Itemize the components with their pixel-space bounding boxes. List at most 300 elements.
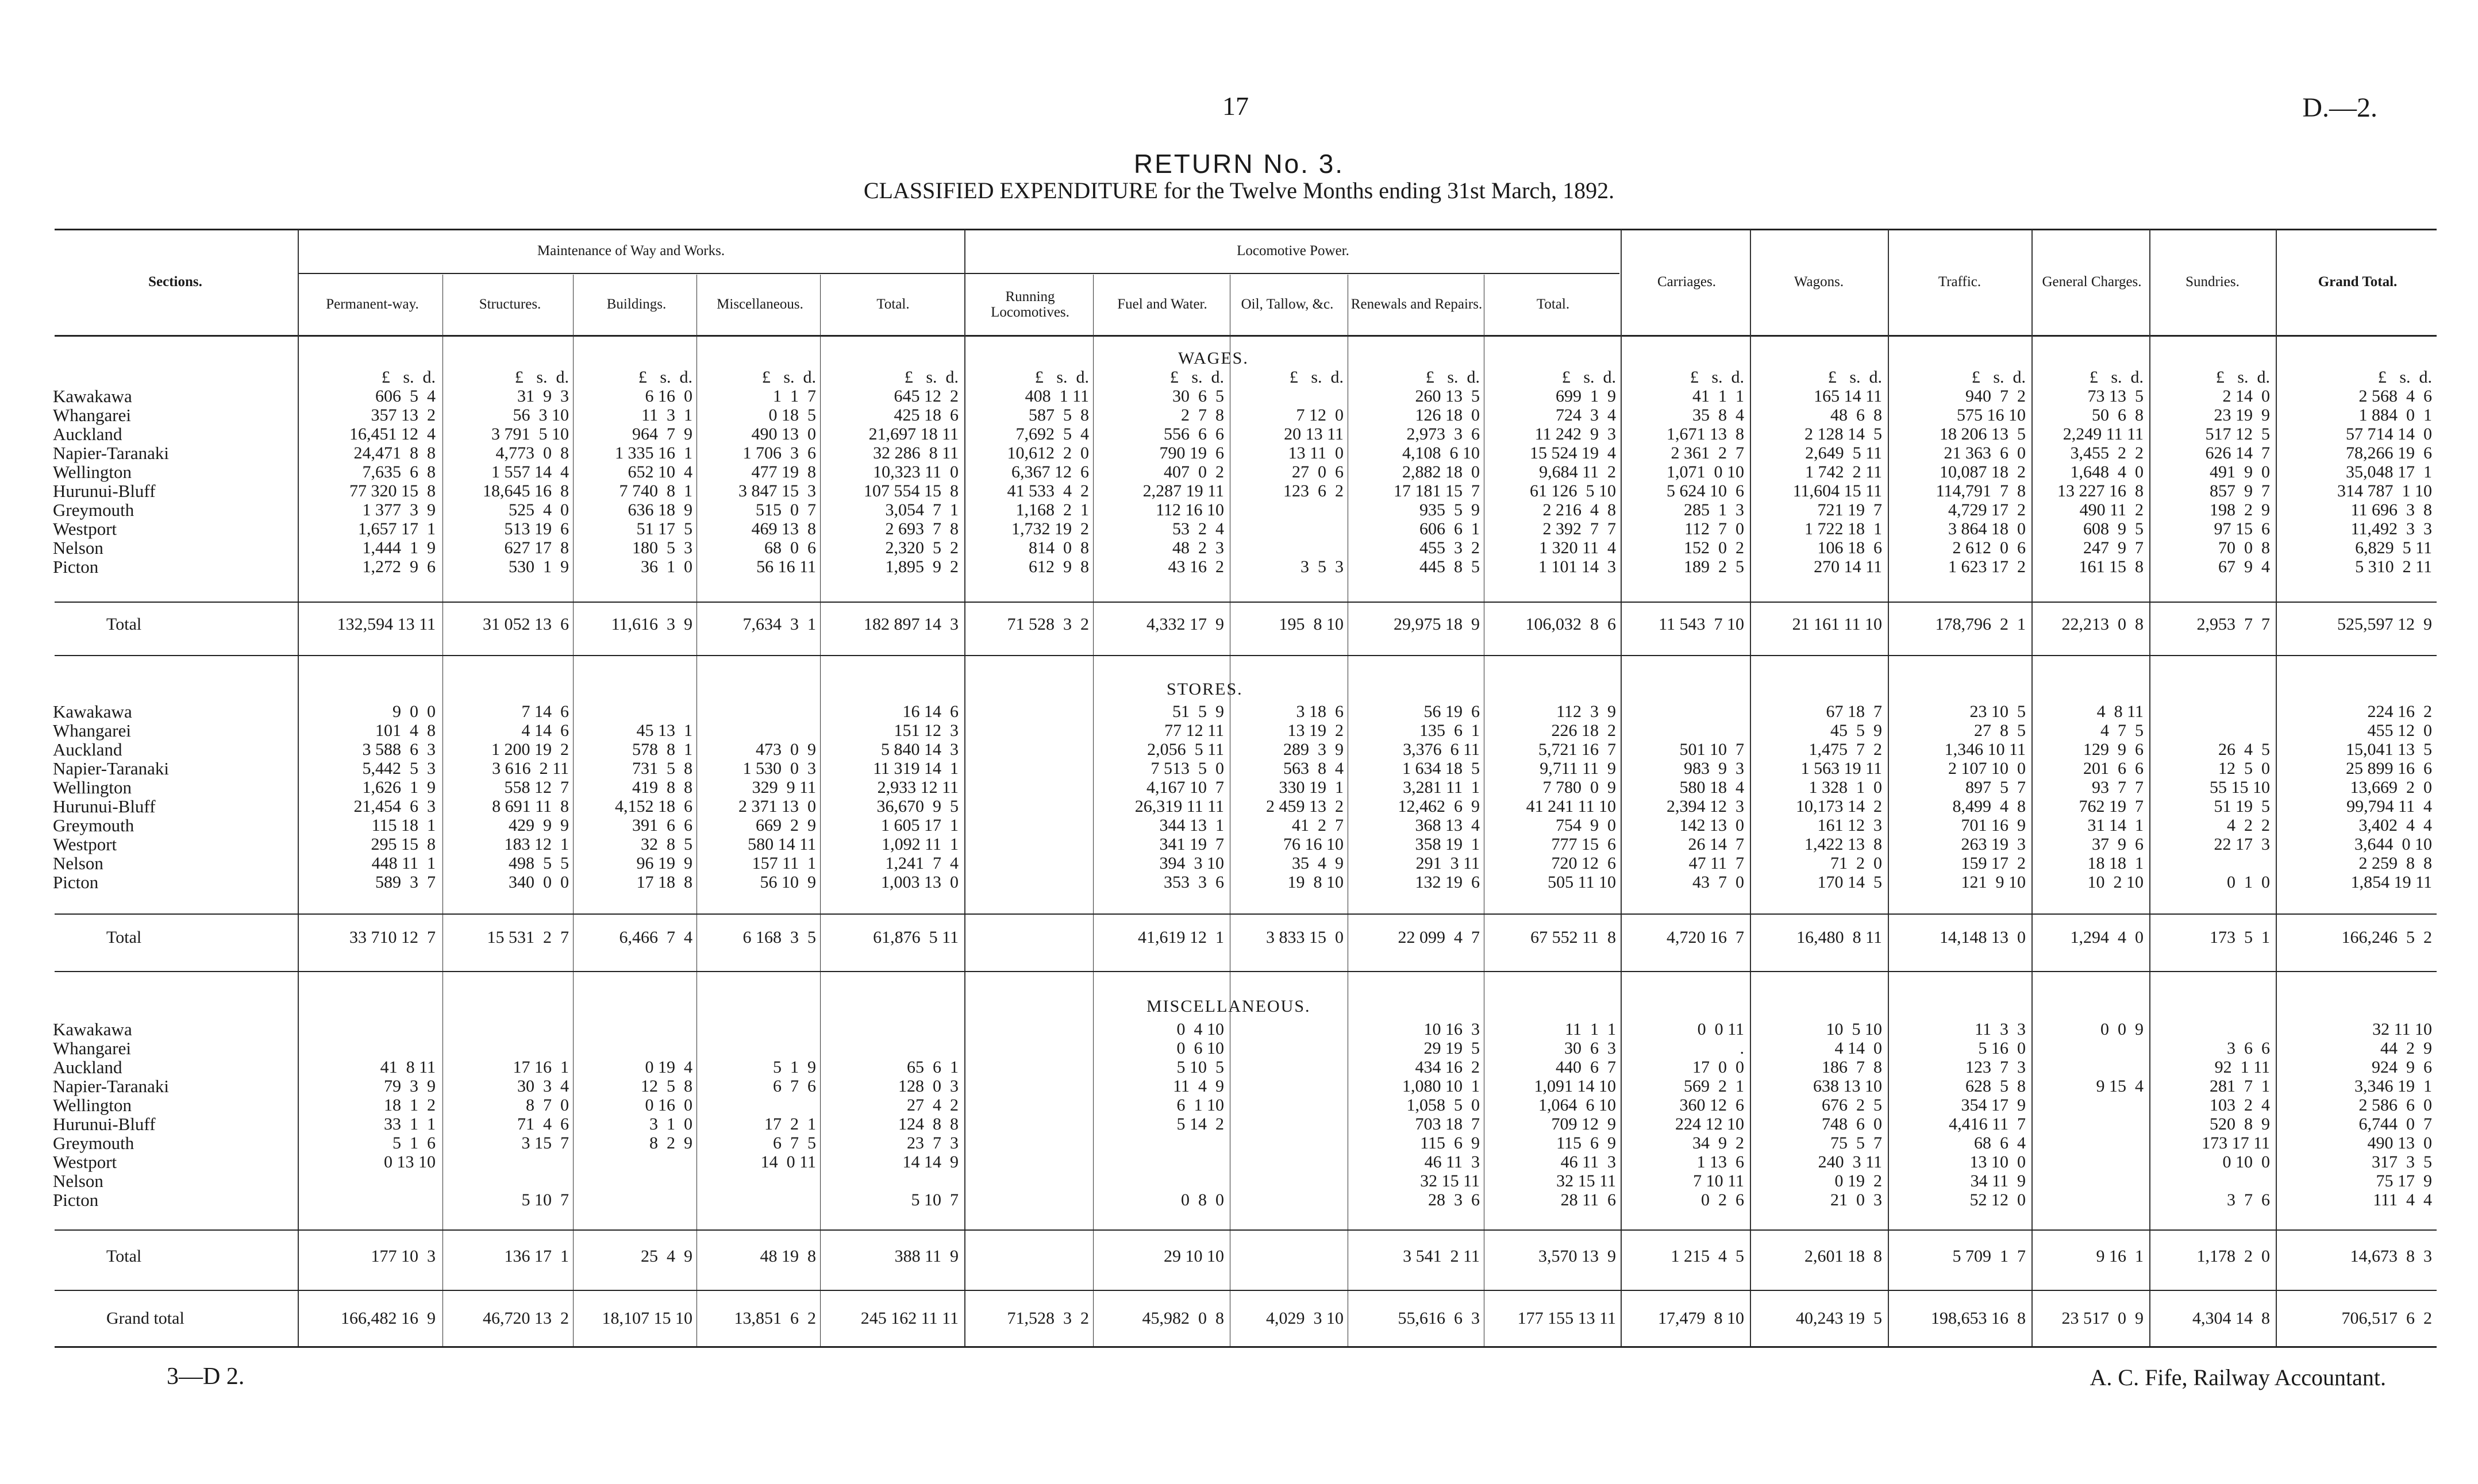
table-cell: 724 3 4 xyxy=(1556,406,1616,425)
grand-total-cell: 18,107 15 10 xyxy=(602,1309,692,1328)
table-cell: 1,080 10 1 xyxy=(1402,1077,1480,1096)
table-cell: 0 0 9 xyxy=(2100,1020,2144,1039)
table-cell: 75 5 7 xyxy=(1830,1134,1882,1152)
table-cell: 505 11 10 xyxy=(1548,873,1616,892)
table-row-section-name: Nelson xyxy=(53,538,103,558)
table-cell: 8,499 4 8 xyxy=(1952,797,2026,816)
table-cell: 358 19 1 xyxy=(1415,835,1480,854)
table-cell: 1,475 7 2 xyxy=(1809,740,1882,759)
table-cell: 6,744 0 7 xyxy=(2358,1115,2432,1134)
table-cell: 340 0 0 xyxy=(509,873,569,892)
table-cell: 354 17 9 xyxy=(1961,1096,2026,1115)
total-cell: 182 897 14 3 xyxy=(864,615,959,634)
grand-total-cell: 4,304 14 8 xyxy=(2192,1309,2270,1328)
table-cell: 645 12 2 xyxy=(894,387,959,406)
table-cell: 3,402 4 4 xyxy=(2358,816,2432,835)
table-cell: 3 864 18 0 xyxy=(1948,519,2026,538)
table-cell: 43 7 0 xyxy=(1692,873,1744,892)
table-cell: 92 1 11 xyxy=(2214,1058,2270,1077)
table-cell: 3,644 0 10 xyxy=(2354,835,2432,854)
table-cell: 7 14 6 xyxy=(521,702,569,721)
total-cell: 106,032 8 6 xyxy=(1525,615,1616,634)
table-cell: 2,973 3 6 xyxy=(1406,425,1480,444)
total-cell: 14,148 13 0 xyxy=(1940,928,2026,947)
table-cell: 112 7 0 xyxy=(1684,519,1744,538)
currency-units: £ s. d. xyxy=(2215,368,2270,387)
total-cell: 178,796 2 1 xyxy=(1935,615,2026,634)
header-permanent-way: Permanent-way. xyxy=(326,296,419,313)
table-cell: 201 6 6 xyxy=(2083,759,2144,778)
table-cell: 317 3 5 xyxy=(2372,1152,2432,1171)
table-cell: 34 11 9 xyxy=(1970,1171,2026,1190)
table-cell: 608 9 5 xyxy=(2083,519,2144,538)
table-cell: 1 623 17 2 xyxy=(1948,557,2026,576)
table-cell: 103 2 4 xyxy=(2210,1096,2270,1115)
total-cell: 33 710 12 7 xyxy=(349,928,436,947)
table-cell: 2 612 0 6 xyxy=(1952,538,2026,557)
table-cell: 455 12 0 xyxy=(2367,721,2432,740)
table-cell: 1,346 10 11 xyxy=(1944,740,2026,759)
table-cell: 45 13 1 xyxy=(636,721,692,740)
total-cell: 5 709 1 7 xyxy=(1952,1247,2026,1266)
table-cell: 46 11 3 xyxy=(1424,1152,1480,1171)
table-cell: 41 8 11 xyxy=(380,1058,436,1077)
table-cell: 2,649 5 11 xyxy=(1805,444,1882,462)
table-cell: 329 9 11 xyxy=(752,778,816,797)
currency-units: £ s. d. xyxy=(2089,368,2144,387)
table-cell: 9 15 4 xyxy=(2096,1077,2144,1096)
table-cell: 563 8 4 xyxy=(1283,759,1344,778)
header-renewals: Renewals and Repairs. xyxy=(1350,296,1483,313)
total-cell: 11 543 7 10 xyxy=(1659,615,1744,634)
table-cell: 11 242 9 3 xyxy=(1534,425,1616,444)
grand-total-cell: 166,482 16 9 xyxy=(341,1309,436,1328)
table-cell: 152 0 2 xyxy=(1684,538,1744,557)
currency-units: £ s. d. xyxy=(904,368,959,387)
table-cell: 0 18 5 xyxy=(768,406,816,425)
table-cell: 7 740 8 1 xyxy=(619,481,692,500)
header-structures: Structures. xyxy=(479,296,541,313)
table-cell: 1,241 7 4 xyxy=(885,854,959,873)
table-cell: 4,416 11 7 xyxy=(1949,1115,2026,1134)
table-cell: 7,692 5 4 xyxy=(1015,425,1089,444)
table-cell: 1 13 6 xyxy=(1696,1152,1744,1171)
table-cell: 1 200 19 2 xyxy=(491,740,569,759)
table-cell: 112 3 9 xyxy=(1556,702,1616,721)
table-cell: 709 12 9 xyxy=(1551,1115,1616,1134)
table-cell: 15,041 13 5 xyxy=(2346,740,2432,759)
total-cell: 2,953 7 7 xyxy=(2196,615,2270,634)
currency-units: £ s. d. xyxy=(381,368,436,387)
table-cell: 17 18 8 xyxy=(636,873,692,892)
table-cell: 1,648 4 0 xyxy=(2070,462,2144,481)
table-cell: 2,394 12 3 xyxy=(1667,797,1744,816)
table-cell: 490 13 0 xyxy=(2367,1134,2432,1152)
table-cell: 721 19 7 xyxy=(1817,500,1882,519)
table-cell: 41 1 1 xyxy=(1692,387,1744,406)
table-cell: 224 12 10 xyxy=(1675,1115,1744,1134)
table-cell: 16 14 6 xyxy=(902,702,959,721)
table-cell: 10,173 14 2 xyxy=(1796,797,1882,816)
table-cell: 731 5 8 xyxy=(632,759,692,778)
grand-total-cell: 55,616 6 3 xyxy=(1398,1309,1480,1328)
table-cell: 27 4 2 xyxy=(907,1096,959,1115)
table-cell: 3 791 5 10 xyxy=(491,425,569,444)
currency-units: £ s. d. xyxy=(1827,368,1882,387)
table-cell: 1 605 17 1 xyxy=(881,816,959,835)
table-cell: 983 9 3 xyxy=(1684,759,1744,778)
table-cell: 0 6 10 xyxy=(1176,1039,1224,1058)
total-cell: 16,480 8 11 xyxy=(1796,928,1882,947)
column-rule xyxy=(2031,230,2033,1347)
table-cell: 21,697 18 11 xyxy=(868,425,959,444)
table-cell: 587 5 8 xyxy=(1029,406,1089,425)
table-cell: 1,168 2 1 xyxy=(1015,500,1089,519)
column-rule-thin xyxy=(573,275,574,1347)
table-cell: 3,054 7 1 xyxy=(885,500,959,519)
table-cell: 924 9 6 xyxy=(2372,1058,2432,1077)
table-cell: 13 10 0 xyxy=(1969,1152,2026,1171)
table-cell: 469 13 8 xyxy=(751,519,816,538)
table-cell: 638 13 10 xyxy=(1813,1077,1882,1096)
table-row-section-name: Whangarei xyxy=(53,720,131,741)
table-cell: 67 18 7 xyxy=(1826,702,1882,721)
table-cell: 151 12 3 xyxy=(894,721,959,740)
table-cell: 21,454 6 3 xyxy=(353,797,436,816)
table-cell: 7 513 5 0 xyxy=(1150,759,1224,778)
table-cell: 10 2 10 xyxy=(2087,873,2144,892)
table-cell: 18,645 16 8 xyxy=(483,481,569,500)
table-row-section-name: Hurunui-Bluff xyxy=(53,1114,156,1134)
table-cell: 3,376 6 11 xyxy=(1403,740,1480,759)
table-cell: 5,442 5 3 xyxy=(362,759,436,778)
table-cell: 490 11 2 xyxy=(2079,500,2144,519)
table-row-section-name: Napier-Taranaki xyxy=(53,758,170,778)
table-cell: 121 9 10 xyxy=(1961,873,2026,892)
total-cell: 31 052 13 6 xyxy=(483,615,569,634)
table-cell: 3 5 3 xyxy=(1300,557,1344,576)
table-cell: 11 3 3 xyxy=(1975,1020,2026,1039)
table-cell: 2,056 5 11 xyxy=(1147,740,1224,759)
table-cell: 270 14 11 xyxy=(1814,557,1882,576)
table-cell: 56 16 11 xyxy=(756,557,816,576)
table-cell: 75 17 9 xyxy=(2376,1171,2432,1190)
table-cell: 1 328 1 0 xyxy=(1809,778,1882,797)
table-cell: 107 554 15 8 xyxy=(864,481,959,500)
table-cell: 580 18 4 xyxy=(1679,778,1744,797)
table-cell: 1,272 9 6 xyxy=(362,557,436,576)
table-cell: 606 5 4 xyxy=(375,387,436,406)
grand-total-cell: 245 162 11 11 xyxy=(860,1309,959,1328)
header-sundries: Sundries. xyxy=(2185,274,2240,290)
wages-total-rule xyxy=(55,602,2437,603)
header-buildings: Buildings. xyxy=(606,296,667,313)
table-cell: 612 9 8 xyxy=(1029,557,1089,576)
table-cell: 135 6 1 xyxy=(1419,721,1480,740)
column-rule-thin xyxy=(1093,275,1094,1347)
table-cell: 289 3 9 xyxy=(1283,740,1344,759)
currency-units: £ s. d. xyxy=(1169,368,1224,387)
table-cell: 2 693 7 8 xyxy=(885,519,959,538)
currency-units: £ s. d. xyxy=(1561,368,1616,387)
table-cell: 115 6 9 xyxy=(1556,1134,1616,1152)
total-cell: 25 4 9 xyxy=(641,1247,692,1266)
table-cell: 115 18 1 xyxy=(371,816,436,835)
table-cell: 3,346 19 1 xyxy=(2354,1077,2432,1096)
table-cell: 1,444 1 9 xyxy=(362,538,436,557)
table-cell: 1,657 17 1 xyxy=(358,519,436,538)
table-cell: 1 563 19 11 xyxy=(1800,759,1882,778)
table-cell: 4 8 11 xyxy=(2096,702,2144,721)
grand-total-label: Grand total xyxy=(106,1309,184,1328)
table-cell: 1 706 3 6 xyxy=(742,444,816,462)
total-cell: 21 161 11 10 xyxy=(1792,615,1882,634)
grand-total-cell: 71,528 3 2 xyxy=(1007,1309,1089,1328)
table-cell: 530 1 9 xyxy=(509,557,569,576)
table-cell: 626 14 7 xyxy=(2205,444,2270,462)
table-cell: 263 19 3 xyxy=(1961,835,2026,854)
table-cell: 520 8 9 xyxy=(2210,1115,2270,1134)
table-cell: 1 1 7 xyxy=(773,387,816,406)
table-cell: 556 6 6 xyxy=(1164,425,1224,444)
table-cell: 5 310 2 11 xyxy=(2355,557,2432,576)
table-cell: 357 13 2 xyxy=(371,406,436,425)
table-cell: 477 19 8 xyxy=(751,462,816,481)
table-cell: 4 14 0 xyxy=(1834,1039,1882,1058)
table-cell: 53 2 4 xyxy=(1172,519,1224,538)
grand-total-cell: 17,479 8 10 xyxy=(1658,1309,1744,1328)
table-cell: 123 7 3 xyxy=(1965,1058,2026,1077)
header-traffic: Traffic. xyxy=(1938,274,1981,290)
table-cell: 76 16 10 xyxy=(1283,835,1344,854)
header-sections: Sections. xyxy=(148,274,202,290)
table-row-section-name: Nelson xyxy=(53,853,103,873)
table-row-section-name: Wellington xyxy=(53,1095,132,1115)
table-row-section-name: Westport xyxy=(53,834,117,854)
table-cell: 93 7 7 xyxy=(2092,778,2144,797)
table-cell: 1,732 19 2 xyxy=(1011,519,1089,538)
column-rule xyxy=(1621,230,1622,1347)
header-grand-total: Grand Total. xyxy=(2318,274,2398,290)
table-row-section-name: Hurunui-Bluff xyxy=(53,481,156,501)
table-cell: 5 1 6 xyxy=(393,1134,436,1152)
table-cell: 3,455 2 2 xyxy=(2070,444,2144,462)
table-cell: 198 2 9 xyxy=(2210,500,2270,519)
table-cell: 2,320 5 2 xyxy=(885,538,959,557)
table-cell: 51 19 5 xyxy=(2214,797,2270,816)
table-cell: 18 206 13 5 xyxy=(1940,425,2026,444)
total-cell: 4,332 17 9 xyxy=(1146,615,1224,634)
table-cell: 142 13 0 xyxy=(1679,816,1744,835)
table-cell: 0 2 6 xyxy=(1701,1190,1744,1209)
table-cell: 11,492 3 3 xyxy=(2350,519,2432,538)
table-row-section-name: Napier-Taranaki xyxy=(53,443,170,463)
column-rule-thin xyxy=(442,275,443,1347)
table-cell: 67 9 4 xyxy=(2218,557,2270,576)
table-cell: 7 10 11 xyxy=(1693,1171,1744,1190)
table-cell: 71 2 0 xyxy=(1830,854,1882,873)
table-row-section-name: Greymouth xyxy=(53,500,134,520)
grand-total-cell: 13,851 6 2 xyxy=(734,1309,816,1328)
table-cell: 55 15 10 xyxy=(2210,778,2270,797)
table-cell: 111 4 4 xyxy=(2373,1190,2432,1209)
table-cell: 32 15 11 xyxy=(1420,1171,1480,1190)
column-rule-thin xyxy=(820,275,821,1347)
table-cell: 13,669 2 0 xyxy=(2350,778,2432,797)
table-cell: 408 1 11 xyxy=(1025,387,1089,406)
total-cell: 195 8 10 xyxy=(1279,615,1344,634)
total-cell: 7,634 3 1 xyxy=(742,615,816,634)
table-cell: 935 5 9 xyxy=(1419,500,1480,519)
table-cell: 5 1 9 xyxy=(773,1058,816,1077)
currency-units: £ s. d. xyxy=(761,368,816,387)
table-cell: 37 9 6 xyxy=(2092,835,2144,854)
total-cell: 1,294 4 0 xyxy=(2070,928,2144,947)
table-cell: 99,794 11 4 xyxy=(2346,797,2432,816)
table-cell: 498 5 5 xyxy=(509,854,569,873)
table-cell: 161 15 8 xyxy=(2079,557,2144,576)
table-cell: 5 10 7 xyxy=(911,1190,959,1209)
table-cell: 940 7 2 xyxy=(1965,387,2026,406)
table-cell: 1,092 11 1 xyxy=(882,835,959,854)
currency-units: £ s. d. xyxy=(1971,368,2026,387)
total-cell: 6,466 7 4 xyxy=(619,928,692,947)
currency-units: £ s. d. xyxy=(1425,368,1480,387)
table-cell: 3 18 6 xyxy=(1296,702,1344,721)
table-cell: 106 18 6 xyxy=(1817,538,1882,557)
table-cell: 3 6 6 xyxy=(2227,1039,2270,1058)
table-cell: 71 4 6 xyxy=(517,1115,569,1134)
table-cell: 28 11 6 xyxy=(1560,1190,1616,1209)
table-cell: 5,721 16 7 xyxy=(1538,740,1616,759)
header-locomotive-group: Locomotive Power. xyxy=(1237,243,1349,259)
table-cell: 3 1 0 xyxy=(649,1115,692,1134)
table-cell: 5 624 10 6 xyxy=(1667,481,1744,500)
table-cell: 43 16 2 xyxy=(1168,557,1224,576)
table-cell: 36,670 9 5 xyxy=(876,797,959,816)
total-cell: 1,178 2 0 xyxy=(2196,1247,2270,1266)
total-cell: 6 168 3 5 xyxy=(742,928,816,947)
table-cell: 501 10 7 xyxy=(1679,740,1744,759)
table-cell: 1 320 11 4 xyxy=(1539,538,1616,557)
stores-end-rule xyxy=(55,971,2437,972)
table-cell: 1,064 6 10 xyxy=(1538,1096,1616,1115)
column-rule xyxy=(2149,230,2150,1347)
table-row-section-name: Napier-Taranaki xyxy=(53,1076,170,1096)
table-cell: 2 371 13 0 xyxy=(738,797,816,816)
grand-total-cell: 198,653 16 8 xyxy=(1931,1309,2026,1328)
total-cell: 173 5 1 xyxy=(2210,928,2270,947)
table-cell: 1 557 14 4 xyxy=(491,462,569,481)
table-row-section-name: Kawakawa xyxy=(53,1019,132,1039)
currency-units: £ s. d. xyxy=(514,368,569,387)
header-oil-tallow: Oil, Tallow, &c. xyxy=(1241,296,1334,313)
table-cell: 56 3 10 xyxy=(513,406,569,425)
table-cell: 434 16 2 xyxy=(1415,1058,1480,1077)
total-cell: 29,975 18 9 xyxy=(1394,615,1480,634)
table-cell: 7 12 0 xyxy=(1296,406,1344,425)
currency-units: £ s. d. xyxy=(1289,368,1344,387)
table-cell: 1 530 0 3 xyxy=(742,759,816,778)
table-cell: 578 8 1 xyxy=(632,740,692,759)
table-cell: 15 524 19 4 xyxy=(1530,444,1616,462)
table-cell: 10,323 11 0 xyxy=(873,462,959,481)
total-cell: 4,720 16 7 xyxy=(1667,928,1744,947)
table-cell: 285 1 3 xyxy=(1684,500,1744,519)
table-row-section-name: Auckland xyxy=(53,1057,122,1077)
table-cell: 123 6 2 xyxy=(1283,481,1344,500)
table-cell: 79 3 9 xyxy=(384,1077,436,1096)
table-cell: 589 3 7 xyxy=(375,873,436,892)
table-cell: 330 19 1 xyxy=(1279,778,1344,797)
table-cell: 5 840 14 3 xyxy=(881,740,959,759)
total-row-label: Total xyxy=(106,615,142,634)
total-cell: 2,601 18 8 xyxy=(1804,1247,1882,1266)
table-cell: 513 19 6 xyxy=(504,519,569,538)
table-cell: 703 18 7 xyxy=(1415,1115,1480,1134)
table-cell: 1 634 18 5 xyxy=(1402,759,1480,778)
table-cell: 68 6 4 xyxy=(1974,1134,2026,1152)
table-cell: 26 14 7 xyxy=(1688,835,1744,854)
table-cell: 26 4 5 xyxy=(2218,740,2270,759)
table-cell: 41 533 4 2 xyxy=(1007,481,1089,500)
table-cell: 344 13 1 xyxy=(1159,816,1224,835)
misc-end-rule xyxy=(55,1290,2437,1291)
total-cell: 166,246 5 2 xyxy=(2341,928,2432,947)
table-cell: 165 14 11 xyxy=(1814,387,1882,406)
section-label-wages: WAGES. xyxy=(1178,349,1249,368)
table-cell: 65 6 1 xyxy=(907,1058,959,1077)
document-reference: D.—2. xyxy=(2302,92,2377,123)
table-cell: 6,829 5 11 xyxy=(2355,538,2432,557)
table-cell: 30 6 3 xyxy=(1564,1039,1616,1058)
table-cell: 41 241 11 10 xyxy=(1526,797,1616,816)
table-cell: 30 3 4 xyxy=(517,1077,569,1096)
table-cell: 419 8 8 xyxy=(632,778,692,797)
table-cell: 27 8 5 xyxy=(1974,721,2026,740)
table-cell: 4,167 10 7 xyxy=(1146,778,1224,797)
table-cell: 4 14 6 xyxy=(521,721,569,740)
table-cell: 45 5 9 xyxy=(1830,721,1882,740)
table-cell: 11 319 14 1 xyxy=(873,759,959,778)
table-cell: 32 286 8 11 xyxy=(873,444,959,462)
total-row-label: Total xyxy=(106,928,142,947)
currency-units: £ s. d. xyxy=(2377,368,2432,387)
table-cell: 0 0 11 xyxy=(1697,1020,1744,1039)
table-cell: 2 128 14 5 xyxy=(1804,425,1882,444)
table-cell: 4,108 6 10 xyxy=(1402,444,1480,462)
table-cell: 51 17 5 xyxy=(636,519,692,538)
table-cell: 226 18 2 xyxy=(1551,721,1616,740)
total-cell: 14,673 8 3 xyxy=(2350,1247,2432,1266)
table-cell: 295 15 8 xyxy=(371,835,436,854)
table-cell: 30 6 5 xyxy=(1172,387,1224,406)
table-cell: 183 12 1 xyxy=(504,835,569,854)
total-cell: 9 16 1 xyxy=(2096,1247,2144,1266)
grand-total-cell: 46,720 13 2 xyxy=(483,1309,569,1328)
section-label-stores: STORES. xyxy=(1167,680,1243,699)
table-cell: 11 4 9 xyxy=(1173,1077,1224,1096)
header-running-locomotives: Running Locomotives. xyxy=(991,289,1069,320)
grand-total-cell: 4,029 3 10 xyxy=(1266,1309,1344,1328)
table-cell: 1,422 13 8 xyxy=(1804,835,1882,854)
table-cell: 2 586 6 0 xyxy=(2358,1096,2432,1115)
table-cell: 2 7 8 xyxy=(1181,406,1224,425)
table-cell: 0 19 4 xyxy=(645,1058,692,1077)
table-cell: 97 15 6 xyxy=(2214,519,2270,538)
table-cell: 112 16 10 xyxy=(1156,500,1224,519)
table-cell: 636 18 9 xyxy=(628,500,692,519)
